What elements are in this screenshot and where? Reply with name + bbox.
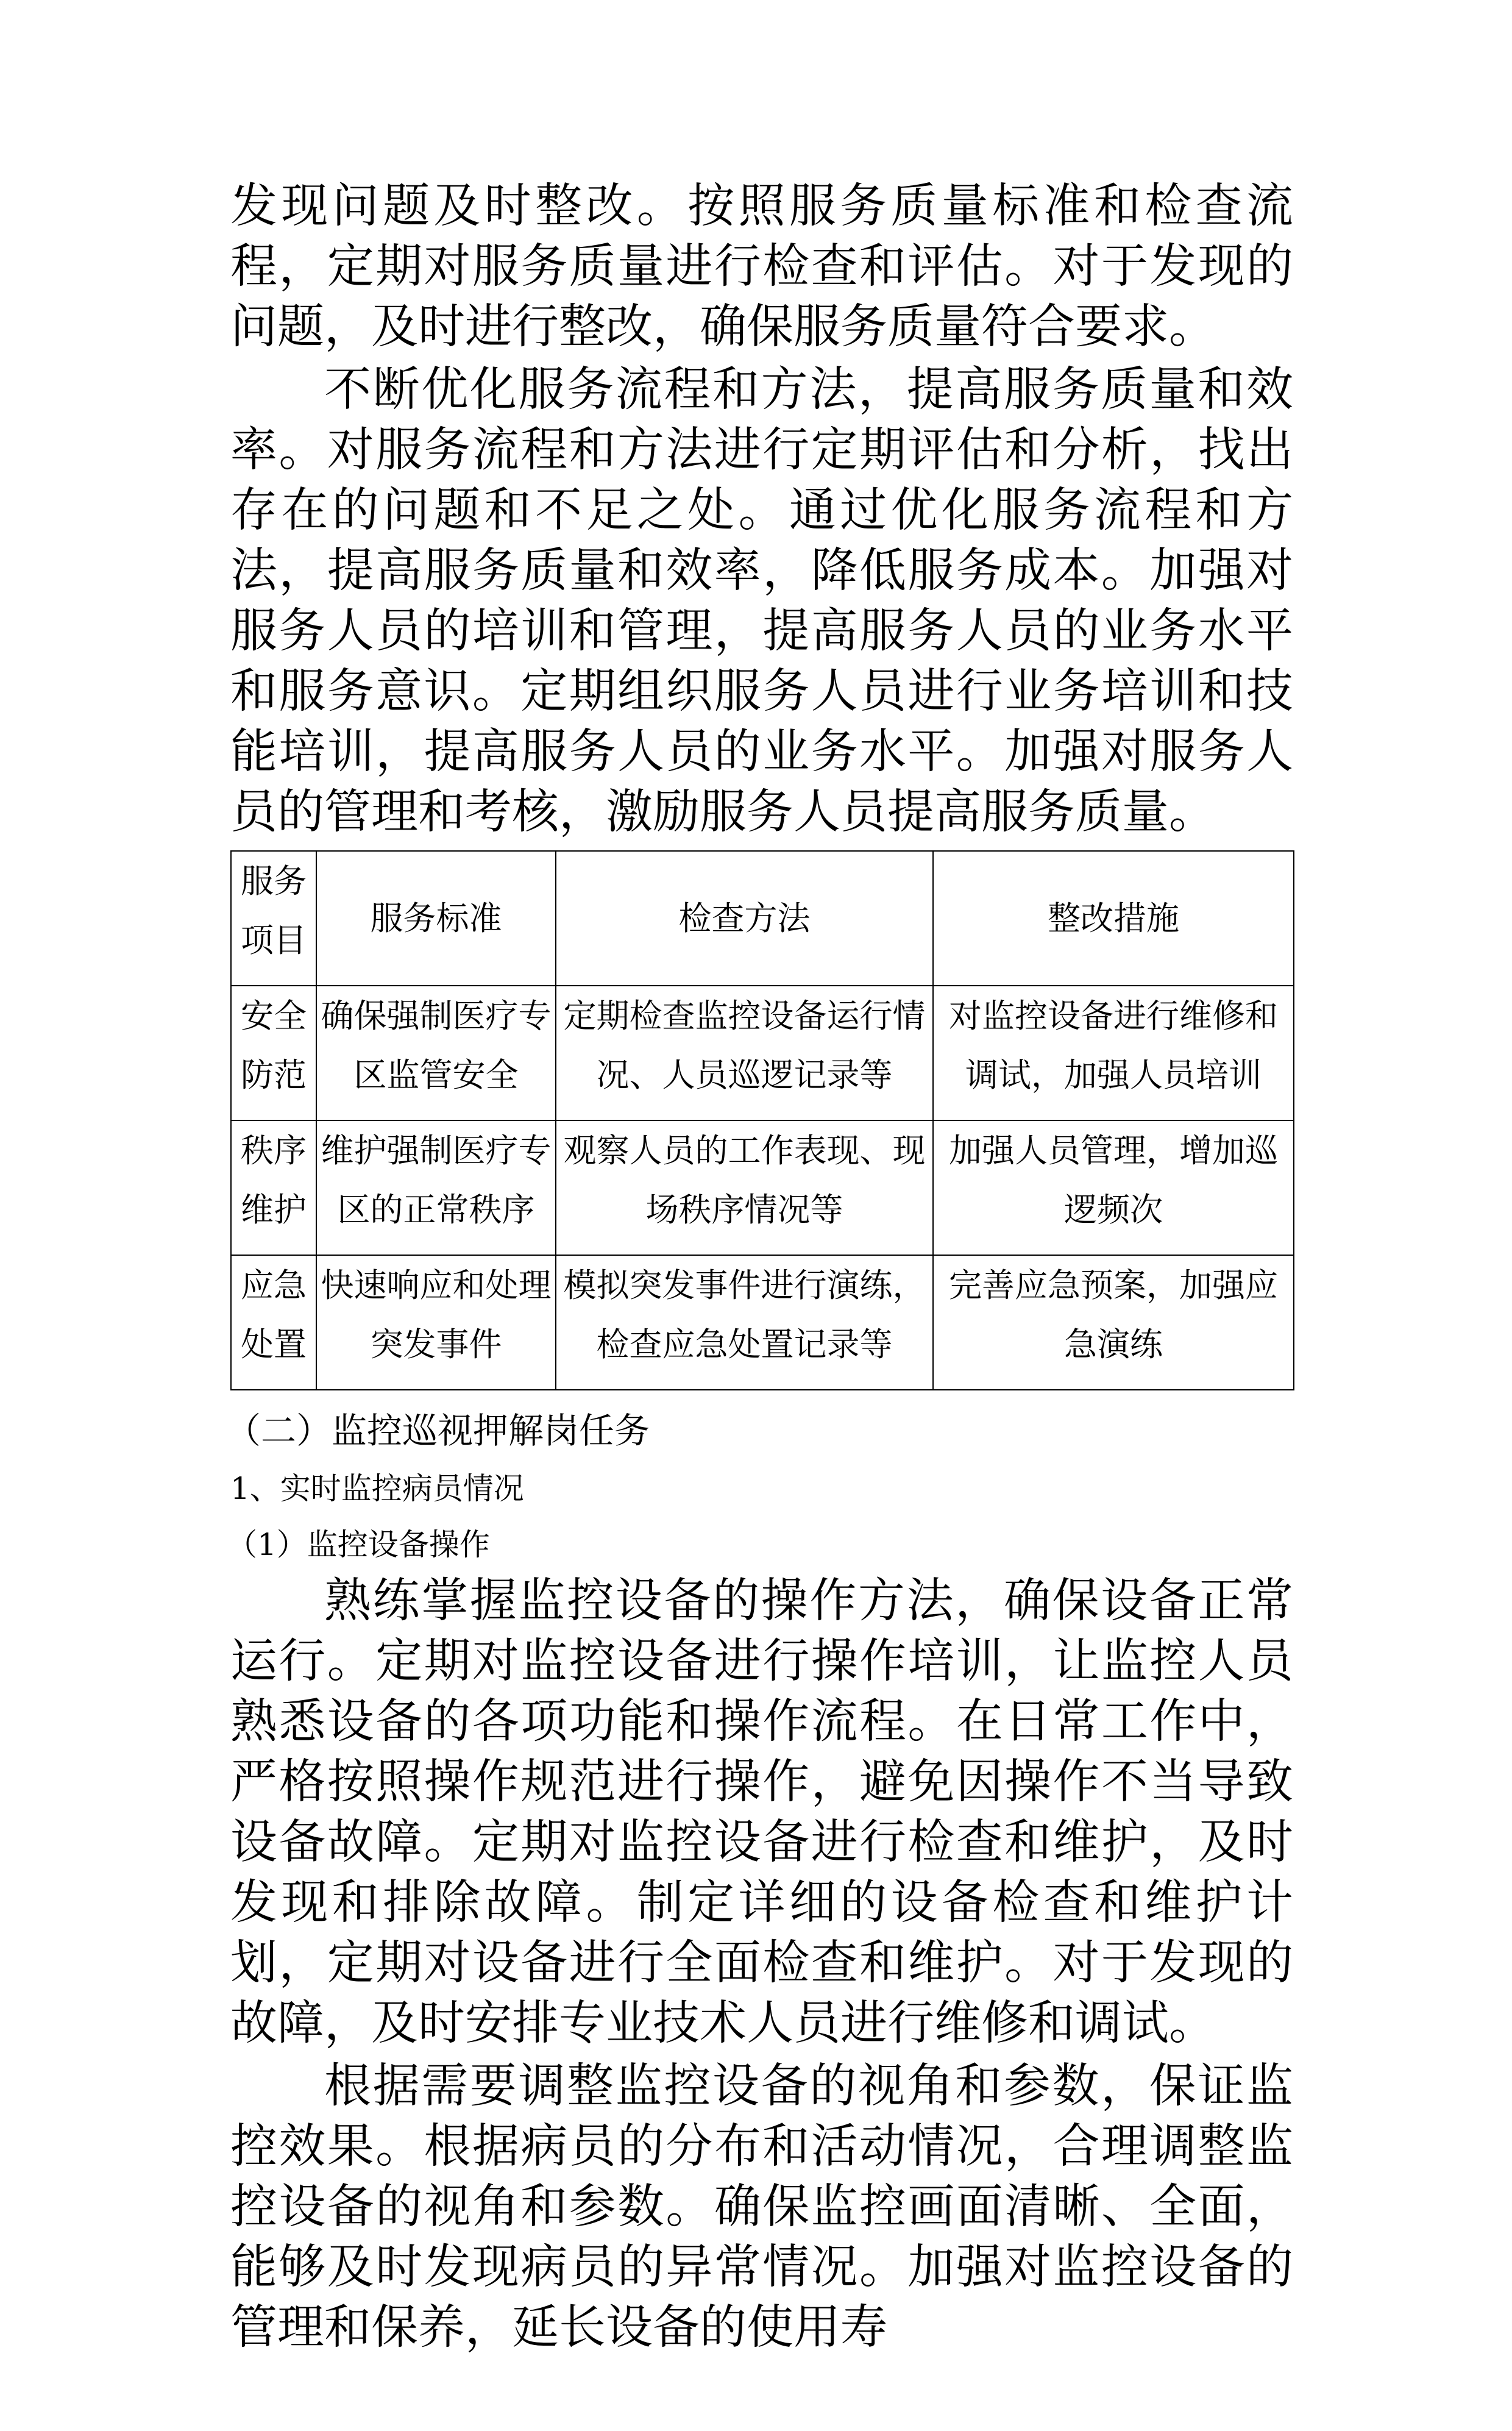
table-row [231,986,1294,1120]
paragraph-3: 熟练掌握监控设备的操作方法，确保设备正常运行。定期对监控设备进行操作培训，让监控人员熟悉设备的各项功能和操作流程。在日常工作中，严格按照操作规范进行操作，避免因操作不当导致设备故障。定期对监控设备进行检查和维护，及时发现和排除故障。制定详细的设备检查和维护计划，定期对设备进行全面检查和维护。对于发现的故障，及时安排专业技术人员进行维修和调试。 [230,1574,1293,2051]
table-cell: 加强人员管理，增加巡逻频次 [933,1120,1294,1255]
section-heading: （二）监控巡视押解岗任务 [225,1410,650,1451]
table-row [231,1120,1294,1255]
table-cell: 维护强制医疗专区的正常秩序 [316,1120,556,1255]
table-cell: 观察人员的工作表现、现场秩序情况等 [556,1120,933,1255]
service-table [230,850,1294,1390]
table-cell: 确保强制医疗专区监管安全 [316,986,556,1120]
paragraph-1: 发现问题及时整改。按照服务质量标准和检查流程，定期对服务质量进行检查和评估。对于发现的问题，及时进行整改，确保服务质量符合要求。 [230,179,1293,354]
table-cell: 定期检查监控设备运行情况、人员巡逻记录等 [556,986,933,1120]
subheading-1: 1、实时监控病员情况 [230,1471,524,1506]
table-cell: 应急处置 [231,1255,316,1390]
table-cell: 模拟突发事件进行演练，检查应急处置记录等 [556,1255,933,1390]
paragraph-4: 根据需要调整监控设备的视角和参数，保证监控效果。根据病员的分布和活动情况，合理调整监控设备的视角和参数。确保监控画面清晰、全面，能够及时发现病员的异常情况。加强对监控设备的管理和保养，延长设备的使用寿 [230,2059,1293,2355]
table-cell: 安全防范 [231,986,316,1120]
subheading-2: （1）监控设备操作 [227,1527,490,1562]
table-cell: 完善应急预案，加强应急演练 [933,1255,1294,1390]
header-cell: 整改措施 [933,851,1294,986]
header-cell: 服务标准 [316,851,556,986]
table-cell: 快速响应和处理突发事件 [316,1255,556,1390]
table-cell: 对监控设备进行维修和调试，加强人员培训 [933,986,1294,1120]
table-cell: 秩序维护 [231,1120,316,1255]
paragraph-2: 不断优化服务流程和方法，提高服务质量和效率。对服务流程和方法进行定期评估和分析，找出存在的问题和不足之处。通过优化服务流程和方法，提高服务质量和效率，降低服务成本。加强对服务人员的培训和管理，提高服务人员的业务水平和服务意识。定期组织服务人员进行业务培训和技能培训，提高服务人员的业务水平。加强对服务人员的管理和考核，激励服务人员提高服务质量。 [230,363,1293,839]
header-cell: 检查方法 [556,851,933,986]
table-header-row [231,851,1294,986]
header-cell: 服务项目 [231,851,316,986]
table-row [231,1255,1294,1390]
